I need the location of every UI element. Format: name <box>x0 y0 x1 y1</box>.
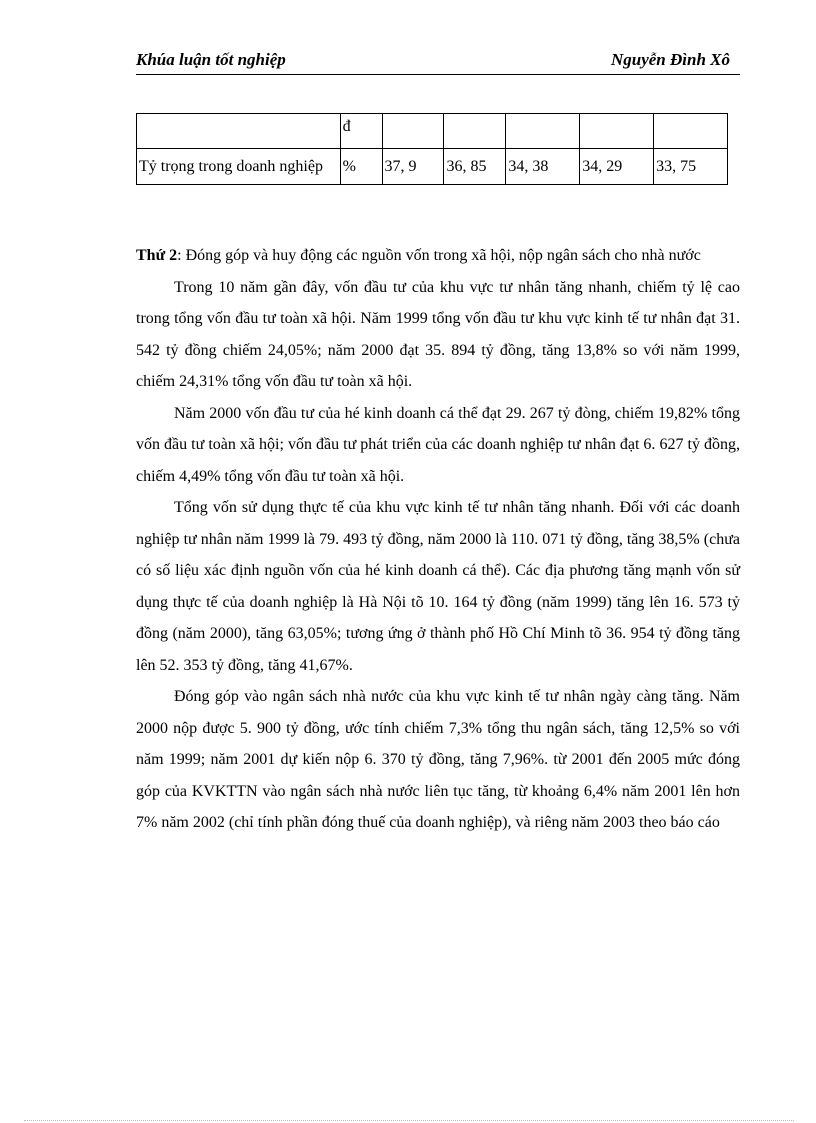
table-cell: 34, 38 <box>506 149 580 185</box>
table-row <box>137 114 728 149</box>
paragraph: Tổng vốn sử dụng thực tế của khu vực kinh tế tư nhân tăng nhanh. Đối với các doanh nghiệp tư nhân năm 1999 là 79. 493 tỷ đồng, năm 2000 là 110. 071 tỷ đồng, tăng 38,5% (chưa có số liệu xác định nguồn vốn của hé kinh doanh cá thể). Các địa phương tăng mạnh vốn sử dụng thực tế của doanh nghiệp là Hà Nội tõ 10. 164 tỷ đồng (năm 1999) tăng lên 16. 573 tỷ đồng (năm 2000), tăng 63,05%; tương ứng ở thành phố Hồ Chí Minh tõ 36. 954 tỷ đồng tăng lên 52. 353 tỷ đồng, tăng 41,67%. <box>136 499 740 674</box>
table-cell <box>506 114 580 149</box>
table-cell <box>444 114 506 149</box>
table-cell <box>580 114 654 149</box>
paragraph: Trong 10 năm gần đây, vốn đầu tư của khu vực tư nhân tăng nhanh, chiếm tỷ lệ cao trong tổng vốn đầu tư toàn xã hội. Năm 1999 tổng vốn đầu tư khu vực kinh tế tư nhân đạt 31. 542 tỷ đồng chiếm 24,05%; năm 2000 đạt 35. 894 tỷ đồng, tăng 13,8% so với năm 1999, chiếm 24,31% tổng vốn đầu tư toàn xã hội. <box>136 278 740 390</box>
table-cell: 37, 9 <box>382 149 444 185</box>
table-cell <box>137 114 341 149</box>
page-bottom-divider <box>24 1120 794 1121</box>
table-cell: đ <box>340 114 382 149</box>
page-header <box>136 50 740 75</box>
table-row <box>137 149 728 185</box>
heading-bold: Thứ 2 <box>136 247 178 264</box>
table-cell: 34, 29 <box>580 149 654 185</box>
paragraph: Đóng góp vào ngân sách nhà nước của khu vực kinh tế tư nhân ngày càng tăng. Năm 2000 nộp được 5. 900 tỷ đồng, ước tính chiếm 7,3% tổng thu ngân sách, tăng 12,5% so với năm 1999; năm 2001 dự kiến nộp 6. 370 tỷ đồng, tăng 7,96%. từ 2001 đến 2005 mức đóng góp của KVKTTN vào ngân sách nhà nước liên tục tăng, từ khoảng 6,4% năm 2001 lên hơn 7% năm 2002 (chỉ tính phần đóng thuế của doanh nghiệp), và riêng năm 2003 theo báo cáo <box>136 688 740 831</box>
section-heading <box>136 240 740 272</box>
table-cell <box>382 114 444 149</box>
table-cell-label: Tỷ trọng trong doanh nghiệp <box>137 149 341 185</box>
table-cell: % <box>340 149 382 185</box>
table-cell <box>654 114 728 149</box>
heading-rest: : Đóng góp và huy động các nguồn vốn trong xã hội, nộp ngân sách cho nhà nước <box>177 247 701 264</box>
header-author: Nguyễn Đình Xô <box>610 50 730 69</box>
body-text <box>136 240 740 839</box>
table-cell: 33, 75 <box>654 149 728 185</box>
table-cell: 36, 85 <box>444 149 506 185</box>
paragraph: Năm 2000 vốn đầu tư của hé kinh doanh cá thể đạt 29. 267 tỷ đòng, chiếm 19,82% tổng vốn đầu tư toàn xã hội; vốn đầu tư phát triển của các doanh nghiệp tư nhân đạt 6. 627 tỷ đồng, chiếm 4,49% tổng vốn đầu tư toàn xã hội. <box>136 404 740 485</box>
data-table <box>136 113 728 185</box>
header-title: Khúa luận tốt nghiệp <box>136 50 286 69</box>
